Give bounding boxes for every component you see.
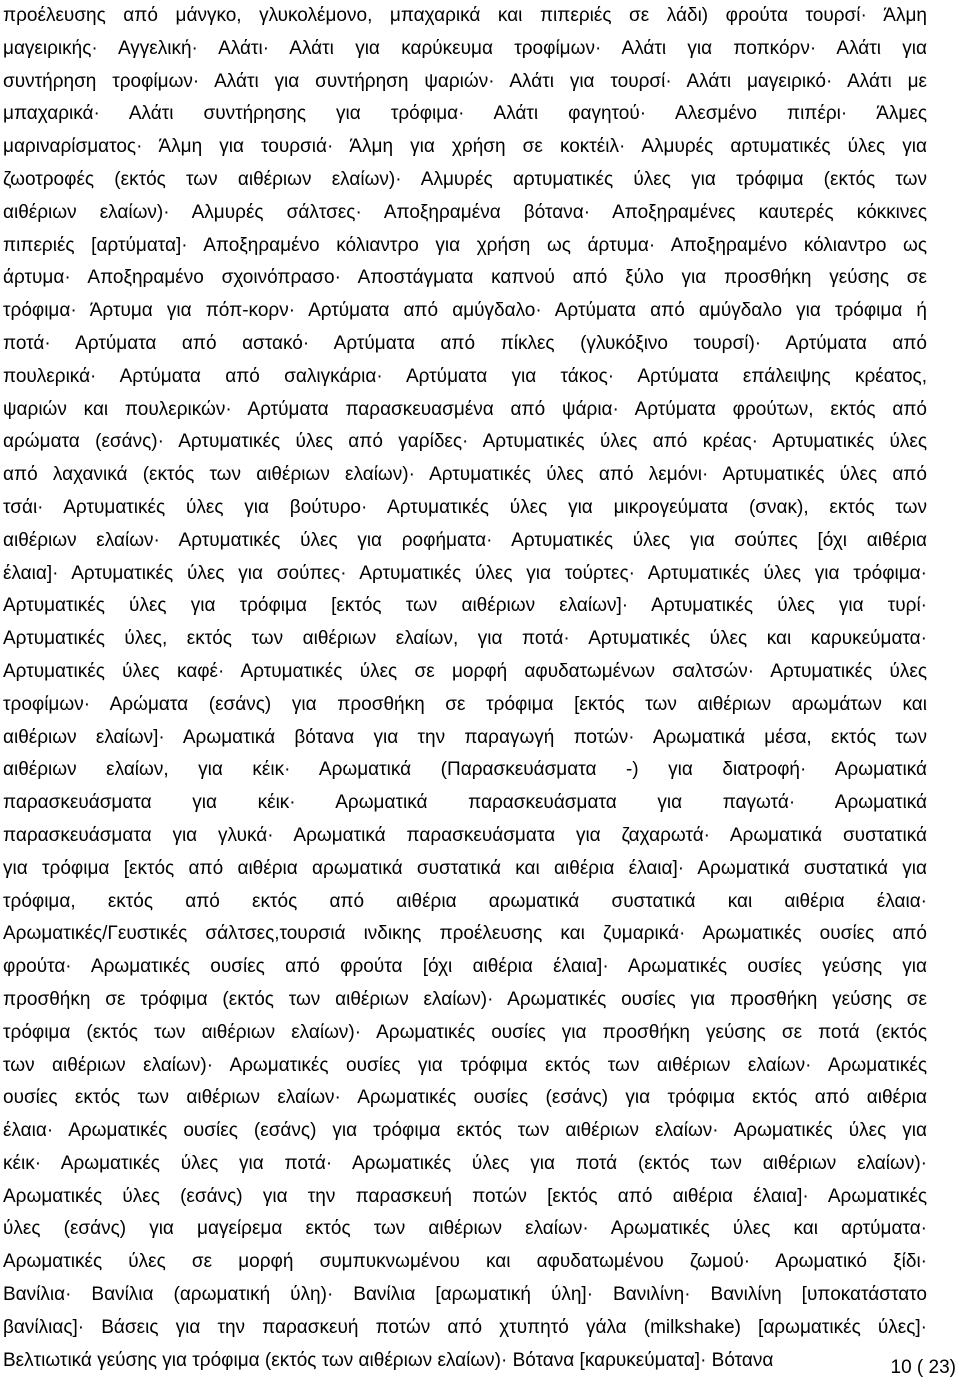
text-line: έλαια· Αρωματικές ουσίες (εσάνς) για τρόφιμα εκτός των αιθέριων ελαίων· Αρωματικές ύλες για bbox=[3, 1120, 927, 1142]
text-line: Αρωματικές/Γευστικές σάλτσες,τουρσιά ινδικης προέλευσης και ζυμαρικά· Αρωματικές ουσίες από bbox=[3, 923, 927, 945]
text-line: τροφίμων· Αρώματα (εσάνς) για προσθήκη σε τρόφιμα [εκτός των αιθέριων αρωμάτων και bbox=[3, 693, 927, 715]
text-line: μαριναρίσματος· Άλμη για τουρσιά· Άλμη για χρήση σε κοκτέιλ· Αλμυρές αρτυματικές ύλες για bbox=[3, 136, 927, 158]
text-line: τρόφιμα, εκτός από εκτός από αιθέρια αρωματικά συστατικά και αιθέρια έλαια· bbox=[3, 890, 927, 912]
text-line: τσάι· Αρτυματικές ύλες για βούτυρο· Αρτυματικές ύλες για μικρογεύματα (σνακ), εκτός των bbox=[3, 496, 927, 518]
text-line: παρασκευάσματα για γλυκά· Αρωματικά παρασκευάσματα για ζαχαρωτά· Αρωματικά συστατικά bbox=[3, 824, 927, 846]
page-number: 10 ( 23) bbox=[890, 1357, 956, 1378]
text-line: συντήρηση τροφίμων· Αλάτι για συντήρηση ψαριών· Αλάτι για τουρσί· Αλάτι μαγειρικό· Αλάτι με bbox=[3, 70, 927, 92]
text-line: πουλερικά· Αρτύματα από σαλιγκάρια· Αρτύματα για τάκος· Αρτύματα επάλειψης κρέατος, bbox=[3, 365, 927, 387]
text-line: μαγειρικής· Αγγελική· Αλάτι· Αλάτι για καρύκευμα τροφίμων· Αλάτι για ποπκόρν· Αλάτι για bbox=[3, 37, 927, 59]
text-line: προέλευσης από μάνγκο, γλυκολέμονο, μπαχαρικά και πιπεριές σε λάδι) φρούτα τουρσί· Άλμη bbox=[3, 5, 927, 26]
text-line: αιθέριων ελαίων]· Αρωματικά βότανα για την παραγωγή ποτών· Αρωματικά μέσα, εκτός των bbox=[3, 726, 927, 748]
text-line: τρόφιμα (εκτός των αιθέριων ελαίων)· Αρωματικές ουσίες για προσθήκη γεύσης σε ποτά (εκτός bbox=[3, 1021, 927, 1043]
text-line: ζωοτροφές (εκτός των αιθέριων ελαίων)· Αλμυρές αρτυματικές ύλες για τρόφιμα (εκτός των bbox=[3, 168, 927, 190]
text-line: αιθέριων ελαίων)· Αλμυρές σάλτσες· Αποξηραμένα βότανα· Αποξηραμένες καυτερές κόκκινες bbox=[3, 201, 927, 223]
text-line: μπαχαρικά· Αλάτι συντήρησης για τρόφιμα· Αλάτι φαγητού· Αλεσμένο πιπέρι· Άλμες bbox=[3, 103, 927, 125]
document-body bbox=[3, 0, 927, 1377]
text-line: για τρόφιμα [εκτός από αιθέρια αρωματικά συστατικά και αιθέρια έλαια]· Αρωματικά συστατικά για bbox=[3, 857, 927, 879]
text-line: αρώματα (εσάνς)· Αρτυματικές ύλες από γαρίδες· Αρτυματικές ύλες από κρέας· Αρτυματικές ύλες bbox=[3, 431, 927, 453]
text-line: ουσίες εκτός των αιθέριων ελαίων· Αρωματικές ουσίες (εσάνς) για τρόφιμα εκτός από αιθέρια bbox=[3, 1087, 927, 1109]
text-line: αιθέριων ελαίων· Αρτυματικές ύλες για ροφήματα· Αρτυματικές ύλες για σούπες [όχι αιθέρια bbox=[3, 529, 927, 551]
text-line: φρούτα· Αρωματικές ουσίες από φρούτα [όχι αιθέρια έλαια]· Αρωματικές ουσίες γεύσης για bbox=[3, 956, 927, 978]
text-line: ύλες (εσάνς) για μαγείρεμα εκτός των αιθέριων ελαίων· Αρωματικές ύλες και αρτύματα· bbox=[3, 1218, 927, 1240]
text-line: από λαχανικά (εκτός των αιθέριων ελαίων)· Αρτυματικές ύλες από λεμόνι· Αρτυματικές ύλες από bbox=[3, 464, 927, 486]
text-line: έλαια]· Αρτυματικές ύλες για σούπες· Αρτυματικές ύλες για τούρτες· Αρτυματικές ύλες για τρόφιμα· bbox=[3, 562, 927, 584]
text-line: Αρτυματικές ύλες, εκτός των αιθέριων ελαίων, για ποτά· Αρτυματικές ύλες και καρυκεύματα· bbox=[3, 628, 927, 650]
text-line: Αρωματικές ύλες (εσάνς) για την παρασκευή ποτών [εκτός από αιθέρια έλαια]· Αρωματικές bbox=[3, 1185, 927, 1207]
text-line: αιθέριων ελαίων, για κέικ· Αρωματικά (Παρασκευάσματα -) για διατροφή· Αρωματικά bbox=[3, 759, 927, 781]
text-line: Βελτιωτικά γεύσης για τρόφιμα (εκτός των αιθέριων ελαίων)· Βότανα [καρυκεύματα]· Βότανα bbox=[3, 1349, 774, 1371]
text-line: ποτά· Αρτύματα από αστακό· Αρτύματα από πίκλες (γλυκόξινο τουρσί)· Αρτύματα από bbox=[3, 332, 927, 354]
text-line: ψαριών και πουλερικών· Αρτύματα παρασκευασμένα από ψάρια· Αρτύματα φρούτων, εκτός από bbox=[3, 398, 927, 420]
text-line: τρόφιμα· Άρτυμα για πόπ-κορν· Αρτύματα από αμύγδαλο· Αρτύματα από αμύγδαλο για τρόφιμα ή bbox=[3, 300, 927, 322]
text-line: προσθήκη σε τρόφιμα (εκτός των αιθέριων ελαίων)· Αρωματικές ουσίες για προσθήκη γεύσης σε bbox=[3, 988, 927, 1010]
text-line: Αρωματικές ύλες σε μορφή συμπυκνωμένου και αφυδατωμένου ζωμού· Αρωματικό ξίδι· bbox=[3, 1251, 927, 1273]
text-line: Αρτυματικές ύλες για τρόφιμα [εκτός των αιθέριων ελαίων]· Αρτυματικές ύλες για τυρί· bbox=[3, 595, 927, 617]
text-line: παρασκευάσματα για κέικ· Αρωματικά παρασκευάσματα για παγωτά· Αρωματικά bbox=[3, 792, 927, 814]
text-line: Αρτυματικές ύλες καφέ· Αρτυματικές ύλες σε μορφή αφυδατωμένων σαλτσών· Αρτυματικές ύλες bbox=[3, 660, 927, 682]
text-line: κέικ· Αρωματικές ύλες για ποτά· Αρωματικές ύλες για ποτά (εκτός των αιθέριων ελαίων)· bbox=[3, 1152, 927, 1174]
text-line: Βανίλια· Βανίλια (αρωματική ύλη)· Βανίλια [αρωματική ύλη]· Βανιλίνη· Βανιλίνη [υποκατάστατο bbox=[3, 1284, 927, 1306]
text-line: άρτυμα· Αποξηραμένο σχοινόπρασο· Αποστάγματα καπνού από ξύλο για προσθήκη γεύσης σε bbox=[3, 267, 927, 289]
text-line: βανίλιας]· Βάσεις για την παρασκευή ποτών από χτυπητό γάλα (milkshake) [αρωματικές ύλες]· bbox=[3, 1316, 927, 1338]
text-line: πιπεριές [αρτύματα]· Αποξηραμένο κόλιαντρο για χρήση ως άρτυμα· Αποξηραμένο κόλιαντρο ως bbox=[3, 234, 927, 256]
text-line: των αιθέριων ελαίων)· Αρωματικές ουσίες για τρόφιμα εκτός των αιθέριων ελαίων· Αρωματικές bbox=[3, 1054, 927, 1076]
